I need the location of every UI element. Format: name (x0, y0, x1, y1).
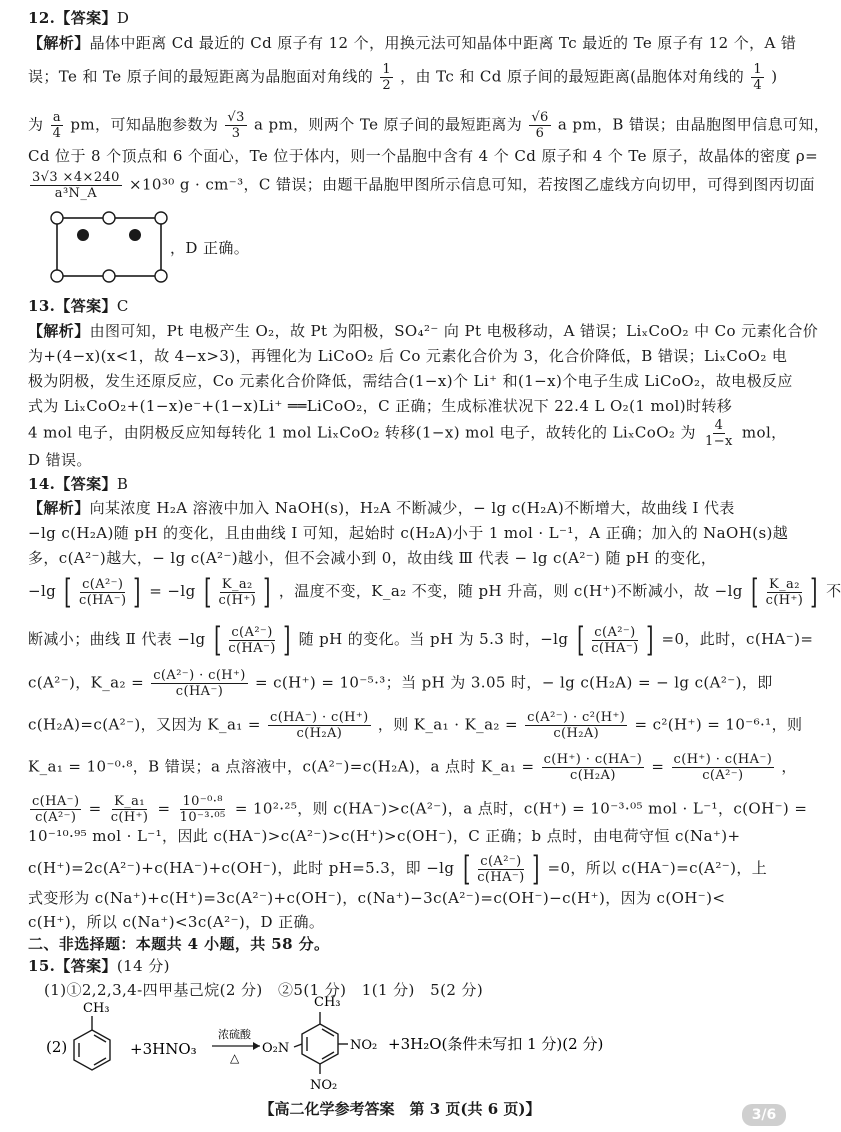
text: a pm，则两个 Te 原子间的最短距离为 (253, 115, 523, 134)
text: 误；Te 和 Te 原子间的最短距离为晶胞面对角线的 (28, 67, 374, 86)
bracket-group: [ $\frac{\text{c(A²⁻)}}{c(HA^-)}$ ] (213, 620, 291, 660)
text: 式变形为 c(Na⁺)+c(H⁺)=3c(A²⁻)+c(OH⁻)，c(Na⁺)−3c(A²⁻)=c(OH⁻)−c(H⁺)，因为 c(OH⁻)< (28, 889, 726, 907)
text: = c(H⁺) = 10⁻⁵·³；当 pH 为 3.05 时，− lg c(H₂A) = − lg c(A²⁻)，即 (254, 673, 773, 692)
analysis-tag: 【解析】 (28, 499, 90, 517)
fraction (529, 110, 550, 141)
page-indicator-badge: 3/6 (742, 1104, 786, 1126)
text: c(H⁺)=2c(A²⁻)+c(HA⁻)+c(OH⁻)，此时 pH=5.3，即 −lg (28, 859, 455, 877)
nitro-bond (294, 1044, 302, 1047)
text: =0，此时，c(HA⁻)= (661, 630, 814, 648)
text: c(A²⁻)，K_a₂ = (28, 673, 145, 692)
numerator: 1 (753, 62, 763, 77)
q12-line-3 (28, 110, 829, 141)
q14-line-5 (28, 620, 814, 660)
q12-line-6 (170, 238, 249, 258)
bracket-group: [ $\frac{\text{K\_a₂}}{c(H^+)}$ ] (751, 572, 818, 612)
fraction (109, 794, 151, 825)
text: mol， (741, 423, 787, 442)
cd-atom (155, 270, 167, 282)
q14-number: 14. (28, 475, 56, 493)
numerator: c(HA⁻) (32, 794, 80, 809)
denominator: c(HA⁻) (477, 869, 525, 885)
text: −lg c(H₂A)随 pH 的变化，且由曲线 Ⅰ 可知，起始时 c(H₂A)小于 1 mol · L⁻¹，A 正确；加入的 NaOH(s)越 (28, 524, 789, 542)
denominator: 10⁻³·⁰⁵ (179, 810, 226, 825)
cell-section-figure (48, 210, 168, 280)
q14-line-10 (28, 826, 740, 846)
denominator: c(H₂A) (553, 726, 600, 741)
q12-line-1 (28, 33, 796, 53)
answer-tag: 【答案】 (55, 957, 117, 975)
fraction (589, 625, 640, 656)
q12-line-2 (28, 62, 777, 93)
bracket-group: [ $\frac{\text{c(A²⁻)}}{c(HA^-)}$ ] (576, 620, 654, 660)
fraction (226, 625, 277, 656)
fraction (672, 752, 775, 783)
q13-line-2 (28, 346, 787, 366)
o2n-label: O₂N (262, 1041, 290, 1056)
numerator: c(A²⁻) (231, 624, 273, 640)
q13-line-6 (28, 450, 92, 470)
q15-points: (14 分) (116, 957, 170, 975)
ch3-label: CH₃ (314, 995, 341, 1010)
denominator: c(H⁺) (765, 592, 804, 608)
cd-atom (51, 212, 63, 224)
section-2-heading: 二、非选择题：本题共 4 小题，共 58 分。 (28, 935, 330, 953)
bracket-group: [ $\frac{\text{c(A²⁻)}}{c(HA^-)}$ ] (462, 849, 540, 889)
q15-number: 15. (28, 957, 56, 975)
denominator: a³N_A (54, 186, 98, 201)
q14-line-2 (28, 523, 788, 543)
q14-line-13 (28, 912, 324, 932)
fraction (751, 62, 764, 93)
q13-line-3 (28, 371, 793, 391)
denominator: c(HA⁻) (175, 684, 224, 699)
fraction (268, 710, 371, 741)
text: = −lg (149, 582, 196, 600)
text: 向某浓度 H₂A 溶液中加入 NaOH(s)，H₂A 不断减少，− lg c(H₂A)不断增大，故曲线 Ⅰ 代表 (89, 499, 735, 517)
cd-atom (155, 212, 167, 224)
q13-line-5 (28, 418, 787, 449)
text: = (88, 799, 102, 818)
fraction (225, 110, 246, 141)
q12-line-4 (28, 146, 818, 166)
numerator: √6 (531, 110, 549, 125)
text: ，D 正确。 (170, 239, 250, 257)
fraction (30, 794, 81, 825)
text: Cd 位于 8 个顶点和 6 个面心，Te 位于体内，则一个晶胞中含有 4 个 Cd 原子和 4 个 Te 原子，故晶体的密度 ρ= (28, 147, 819, 165)
q13-line-4 (28, 396, 732, 416)
fraction (542, 752, 645, 783)
numerator: c(A²⁻) (480, 853, 522, 869)
cd-atom (51, 270, 63, 282)
text: D 错误。 (28, 451, 92, 469)
q14-line-12 (28, 888, 725, 908)
q14-line-6 (28, 668, 773, 699)
q12-number: 12. (28, 9, 56, 27)
numerator: c(A²⁻) · c(H⁺) (153, 668, 246, 683)
text: = (157, 799, 171, 818)
text: ) (771, 67, 778, 86)
hno3-term: +3HNO₃ (130, 1040, 197, 1058)
numerator: c(A²⁻) · c²(H⁺) (527, 710, 626, 725)
q14-line-4 (28, 572, 841, 612)
q14-line-3 (28, 548, 716, 568)
text: 断减小；曲线 Ⅱ 代表 −lg (28, 630, 206, 648)
numerator: 1 (382, 62, 391, 77)
cell-outline (57, 218, 161, 276)
toluene-structure (74, 1016, 110, 1070)
q13-number: 13. (28, 297, 56, 315)
fraction (703, 418, 735, 449)
part-2-label: (2) (46, 1038, 68, 1056)
numerator: √3 (227, 110, 245, 125)
numerator: c(A²⁻) (82, 576, 124, 592)
q12-answer: D (116, 9, 130, 27)
numerator: 4 (714, 418, 724, 433)
analysis-tag: 【解析】 (28, 34, 90, 52)
q13-header (28, 296, 129, 316)
denominator: c(H₂A) (296, 726, 343, 741)
q14-line-1 (28, 498, 735, 518)
fraction (525, 710, 627, 741)
text: 4 mol 电子，由阴极反应知每转化 1 mol LiₓCoO₂ 转移(1−x) mol 电子，故转化的 LiₓCoO₂ 为 (28, 423, 696, 442)
numerator: K_a₂ (769, 576, 800, 592)
text: 10⁻¹⁰·⁹⁵ mol · L⁻¹，因此 c(HA⁻)>c(A²⁻)>c(H⁺)>c(OH⁻)，C 正确；b 点时，由电荷守恒 c(Na⁺)+ (28, 827, 741, 845)
text: =0，所以 c(HA⁻)=c(A²⁻)，上 (547, 859, 768, 877)
fraction (30, 170, 122, 201)
denominator: c(HA⁻) (79, 592, 127, 608)
q14-line-11 (28, 849, 768, 889)
no2-label: NO₂ (310, 1078, 338, 1093)
text: 由图可知，Pt 电极产生 O₂，故 Pt 为阳极，SO₄²⁻ 向 Pt 电极移动，A 错误；LiₓCoO₂ 中 Co 元素化合价 (89, 322, 819, 340)
text: ，温度不变，K_a₂ 不变，随 pH 升高，则 c(H⁺)不断减小，故 −lg (278, 582, 743, 600)
text: ，则 K_a₁ · K_a₂ = (377, 715, 518, 734)
numerator: c(H⁺) · c(HA⁻) (673, 752, 773, 767)
text: 多，c(A²⁻)越大，− lg c(A²⁻)越小，但不会减小到 0，故由线 Ⅲ 代表 − lg c(A²⁻) 随 pH 的变化， (28, 549, 717, 567)
text: = 10²·²⁵，则 c(HA⁻)>c(A²⁻)，a 点时，c(H⁺) = 10⁻³·⁰⁵ mol · L⁻¹，c(OH⁻) = (234, 799, 808, 818)
q13-line-1 (28, 321, 818, 341)
answer-tag: 【答案】 (55, 297, 117, 315)
denominator: c(H⁺) (110, 810, 149, 825)
denominator: 3 (231, 126, 241, 141)
text: 为+(4−x)(x<1，故 4−x>3)，再锂化为 LiCoO₂ 后 Co 元素化合价为 3，化合价降低，B 错误；LiₓCoO₂ 电 (28, 347, 788, 365)
cd-atom (103, 212, 115, 224)
text: 极为阴极，发生还原反应，Co 元素化合价降低，需结合(1−x)个 Li⁺ 和(1−x)个电子生成 LiCoO₂，故电极反应 (28, 372, 793, 390)
text: = (651, 757, 665, 776)
text: −lg (28, 582, 57, 600)
text: 晶体中距离 Cd 最近的 Cd 原子有 12 个，用换元法可知晶体中距离 Tc 最近的 Te 原子有 12 个，A 错 (89, 34, 797, 52)
q14-line-8 (28, 752, 797, 783)
numerator: c(A²⁻) (594, 624, 636, 640)
text: ，由 Tc 和 Cd 原子间的最短距离(晶胞体对角线的 (400, 67, 745, 86)
text: 不 (826, 582, 841, 600)
q15-header (28, 956, 170, 976)
answer-tag: 【答案】 (55, 9, 117, 27)
arrow-head (253, 1042, 260, 1050)
numerator: c(H⁺) · c(HA⁻) (543, 752, 643, 767)
fraction (151, 668, 248, 699)
cd-atom (103, 270, 115, 282)
denominator: 4 (52, 126, 62, 141)
numerator: K_a₁ (114, 794, 145, 809)
text: 式为 LiₓCoO₂+(1−x)e⁻+(1−x)Li⁺ ══LiCoO₂，C 正确；生成标准状况下 22.4 L O₂(1 mol)时转移 (28, 397, 733, 415)
heat-symbol: △ (230, 1051, 240, 1065)
denominator: c(HA⁻) (228, 640, 276, 656)
text: c(H₂A)=c(A²⁻)，又因为 K_a₁ = (28, 715, 261, 734)
denominator: c(A²⁻) (35, 810, 77, 825)
denominator: 6 (535, 126, 545, 141)
numerator: K_a₂ (221, 576, 253, 592)
q14-line-7 (28, 710, 802, 741)
fraction (51, 110, 64, 141)
fraction (216, 577, 258, 608)
tnt-structure (294, 1012, 348, 1074)
numerator: 3√3 ×4×240 (32, 170, 120, 185)
answer-tag: 【答案】 (55, 475, 117, 493)
denominator: c(H⁺) (218, 592, 257, 608)
text: c(H⁺)，所以 c(Na⁺)<3c(A²⁻)，D 正确。 (28, 913, 325, 931)
text: a pm，B 错误；由晶胞图甲信息可知， (557, 115, 830, 134)
fraction (764, 577, 806, 608)
denominator: 1−x (705, 434, 733, 449)
q14-header (28, 474, 128, 494)
q12-line-5 (28, 170, 815, 201)
text: 为 (28, 115, 44, 134)
te-atom (77, 229, 89, 241)
bracket-group: [ $\frac{\text{K\_a₂}}{c(H^+)}$ ] (203, 572, 271, 612)
text: ×10³⁰ g · cm⁻³，C 错误；由题干晶胞甲图所示信息可知，若按图乙虚线方向切甲，可得到图丙切面 (129, 175, 815, 194)
fraction (475, 854, 526, 885)
fraction (77, 577, 128, 608)
text: = c²(H⁺) = 10⁻⁶·¹，则 (634, 715, 803, 734)
no2-label: NO₂ (350, 1038, 378, 1053)
fraction (178, 794, 228, 825)
reaction-tail: +3H₂O(条件未写扣 1 分)(2 分) (388, 1035, 604, 1053)
denominator: c(HA⁻) (591, 640, 639, 656)
denominator: c(A²⁻) (702, 768, 744, 783)
denominator: 2 (382, 78, 391, 93)
bracket-group: [ $\frac{\text{c(A²⁻)}}{c(HA^-)}$ ] (64, 572, 142, 612)
q12-header (28, 8, 129, 28)
text: 随 pH 的变化。当 pH 为 5.3 时，−lg (298, 630, 569, 648)
text: pm，可知晶胞参数为 (70, 115, 219, 134)
fraction (380, 62, 393, 93)
numerator: 10⁻⁰·⁸ (182, 794, 223, 809)
text: K_a₁ = 10⁻⁰·⁸，B 错误；a 点溶液中，c(A²⁻)=c(H₂A)，a 点时 K_a₁ = (28, 757, 535, 776)
te-atom (129, 229, 141, 241)
q14-line-9 (28, 794, 807, 825)
q14-answer: B (116, 475, 129, 493)
page-footer: 【高二化学参考答案 第 3 页(共 6 页)】 (259, 1100, 541, 1118)
denominator: 4 (753, 78, 763, 93)
ch3-label: CH₃ (83, 1001, 110, 1016)
numerator: a (52, 110, 61, 125)
q13-answer: C (116, 297, 129, 315)
text: (1)①2,2,3,4-四甲基己烷(2 分) ②5(1 分) 1(1 分) 5(2 分) (44, 981, 484, 999)
text: ， (781, 757, 797, 776)
analysis-tag: 【解析】 (28, 322, 90, 340)
denominator: c(H₂A) (570, 768, 616, 783)
numerator: c(HA⁻) · c(H⁺) (270, 710, 369, 725)
nitration-reaction-scheme (20, 992, 800, 1092)
catalyst-label: 浓硫酸 (218, 1028, 251, 1041)
